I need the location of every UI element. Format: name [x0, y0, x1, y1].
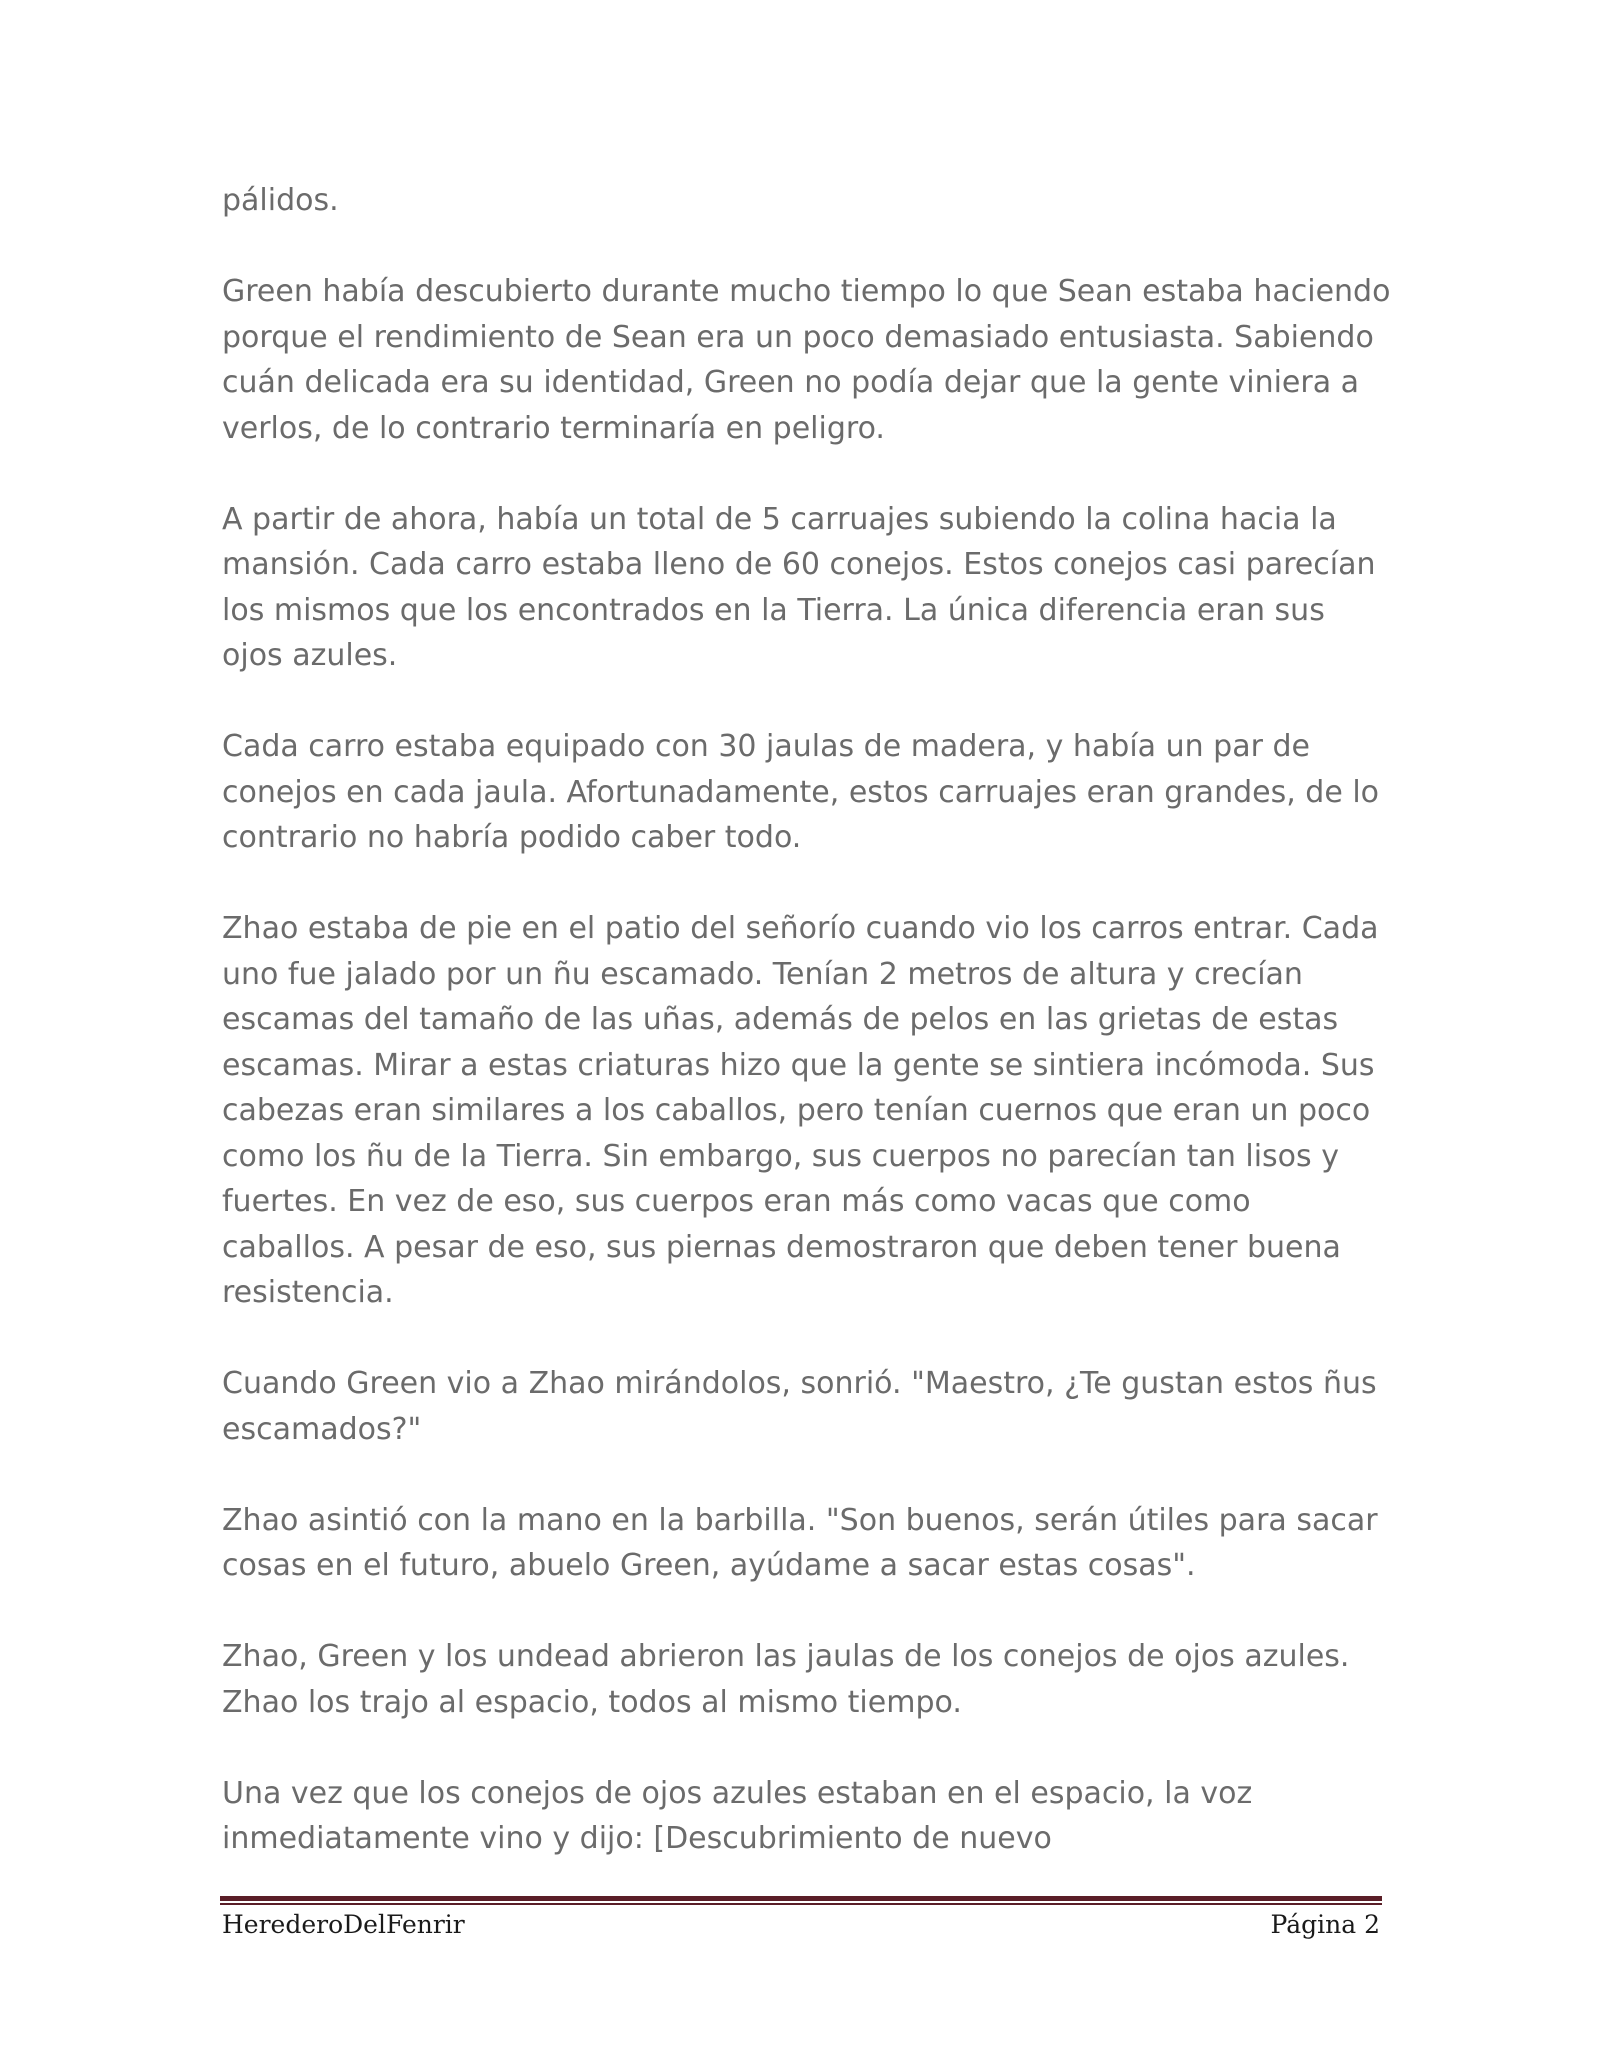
- footer-divider-thin: [220, 1903, 1382, 1905]
- paragraph-9: Una vez que los conejos de ojos azules estaban en el espacio, la voz inmediatamente vino y dijo: [Descubrimiento de nuevo: [222, 1775, 1253, 1856]
- paragraph-7: Zhao asintió con la mano en la barbilla. "Son buenos, serán útiles para sacar cosas en el futuro, abuelo Green, ayúdame a sacar estas cosas".: [222, 1502, 1378, 1583]
- footer-author: HerederoDelFenrir: [222, 1910, 465, 1939]
- paragraph-6: Cuando Green vio a Zhao mirándolos, sonrió. "Maestro, ¿Te gustan estos ñus escamados?": [222, 1366, 1377, 1447]
- paragraph-8: Zhao, Green y los undead abrieron las jaulas de los conejos de ojos azules. Zhao los trajo al espacio, todos al mismo tiempo.: [222, 1639, 1350, 1720]
- page-footer: [222, 1910, 1380, 1950]
- document-body: [222, 178, 1392, 1862]
- paragraph-5: Zhao estaba de pie en el patio del señorío cuando vio los carros entrar. Cada uno fue jalado por un ñu escamado. Tenían 2 metros de altura y crecían escamas del tamaño de las uñas, además de pelos en las grietas de estas escamas. Mirar a estas criaturas hizo que la gente se sintiera incómoda. Sus cabezas eran similares a los caballos, pero tenían cuernos que eran un poco como los ñu de la Tierra. Sin embargo, sus cuerpos no parecían tan lisos y fuertes. En vez de eso, sus cuerpos eran más como vacas que como caballos. A pesar de eso, sus piernas demostraron que deben tener buena resistencia.: [222, 911, 1379, 1310]
- paragraph-3: A partir de ahora, había un total de 5 carruajes subiendo la colina hacia la mansión. Cada carro estaba lleno de 60 conejos. Estos conejos casi parecían los mismos que los encontrados en la Tierra. La única diferencia eran sus ojos azules.: [222, 501, 1376, 673]
- footer-divider-thick: [220, 1896, 1382, 1901]
- footer-divider: [220, 1896, 1382, 1906]
- paragraph-1: pálidos.: [222, 183, 339, 218]
- paragraph-4: Cada carro estaba equipado con 30 jaulas de madera, y había un par de conejos en cada jaula. Afortunadamente, estos carruajes eran grandes, de lo contrario no habría podido caber todo.: [222, 729, 1380, 855]
- paragraph-2: Green había descubierto durante mucho tiempo lo que Sean estaba haciendo porque el rendimiento de Sean era un poco demasiado entusiasta. Sabiendo cuán delicada era su identidad, Green no podía dejar que la gente viniera a verlos, de lo contrario terminaría en peligro.: [222, 274, 1391, 446]
- footer-page-number: Página 2: [1270, 1910, 1380, 1939]
